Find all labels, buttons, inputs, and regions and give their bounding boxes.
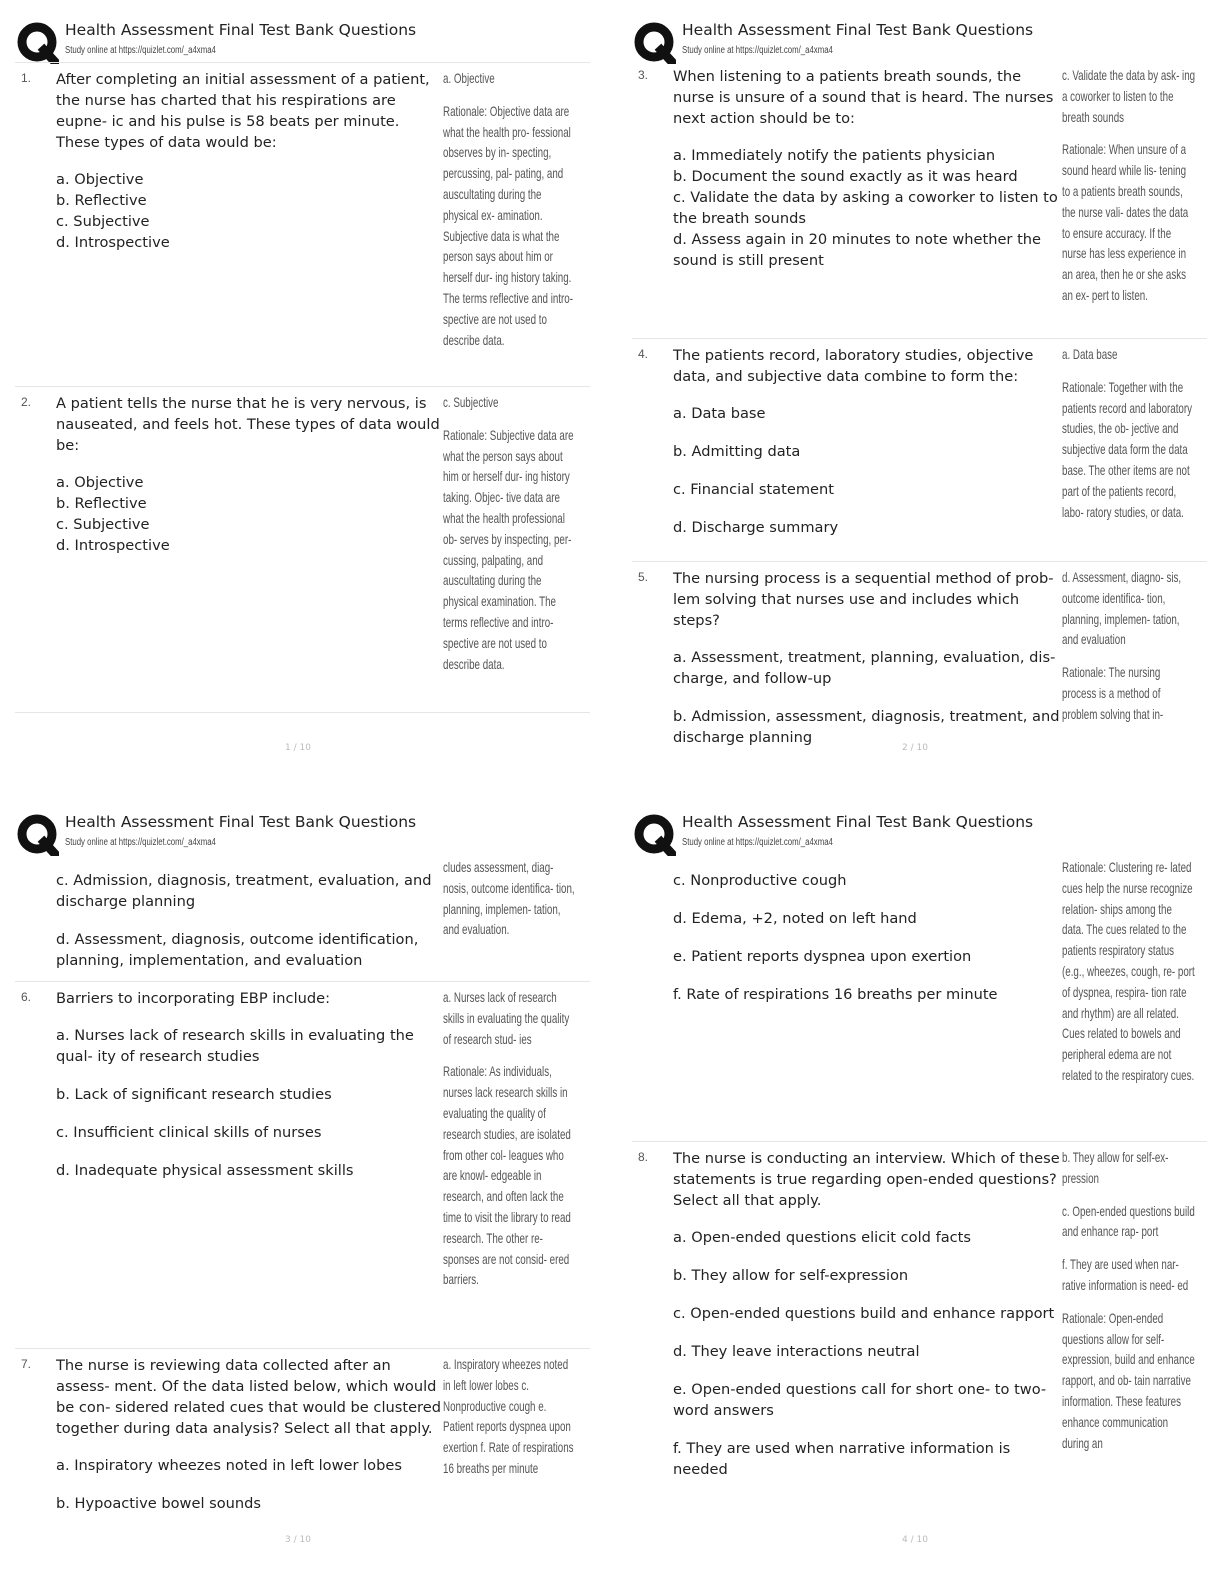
question-number: 4. (638, 347, 649, 361)
rationale-text: Rationale: The nursing process is a method of problem solving that in- (1062, 665, 1164, 722)
quizlet-logo-icon (634, 814, 676, 856)
question-text: The nurse is conducting an interview. Which of these statements is true regarding open-ended questions? Select all that apply. (673, 1150, 1060, 1209)
option: c. Insufficient clinical skills of nurses (56, 1124, 322, 1141)
option: c. Subjective (56, 516, 150, 533)
question-column (673, 870, 1063, 1005)
option: b. Admission, assessment, diagnosis, treatment, and discharge planning (673, 708, 1060, 746)
option: a. Objective (56, 474, 144, 491)
option: b. Lack of significant research studies (56, 1086, 332, 1103)
option: d. Assess again in 20 minutes to note whether the sound is still present (673, 231, 1042, 269)
answer-column (1062, 858, 1194, 1087)
page-number: 2 / 10 (902, 743, 928, 753)
option: b. Admitting data (673, 443, 801, 460)
option: a. Data base (673, 405, 766, 422)
question-number: 8. (638, 1150, 649, 1164)
option: c. Admission, diagnosis, treatment, evaluation, and discharge planning (56, 872, 432, 910)
question-column (56, 69, 443, 253)
question-card (632, 339, 1207, 562)
answer-text: f. They are used when nar- rative information is need- ed (1062, 1257, 1189, 1293)
question-text: Barriers to incorporating EBP include: (56, 990, 331, 1007)
option: a. Inspiratory wheezes noted in left lower lobes (56, 1457, 402, 1474)
answer-text: c. Validate the data by ask- ing a coworker to listen to the breath sounds (1062, 68, 1196, 125)
option: c. Financial statement (673, 481, 834, 498)
page-number: 1 / 10 (285, 743, 311, 753)
question-text: The nurse is reviewing data collected after an assess- ment. Of the data listed below, which would be con- sidered related cues that would be clustered together during data analysis? Select all that apply. (56, 1357, 441, 1437)
question-column (673, 345, 1063, 538)
option: e. Patient reports dyspnea upon exertion (673, 948, 972, 965)
quizlet-logo-icon (634, 22, 676, 64)
question-card-continued (632, 852, 1207, 1142)
answer-column (443, 988, 575, 1291)
answer-text: d. Assessment, diagno- sis, outcome identifica- tion, planning, implemen- tation, and evaluation (1062, 570, 1182, 648)
question-number: 7. (21, 1357, 32, 1371)
option: d. Assessment, diagnosis, outcome identification, planning, implementation, and evaluation (56, 931, 419, 969)
question-column (673, 568, 1063, 748)
question-card (632, 1142, 1207, 1532)
question-card (15, 387, 590, 713)
answer-column (443, 393, 575, 675)
rationale-text: Rationale: When unsure of a sound heard while lis- tening to a patients breath sounds, the nurse vali- dates the data to ensure accuracy. If the nurse has less experience in an area, then he or she asks an ex- pert to listen. (1062, 142, 1189, 303)
page-3 (15, 802, 590, 1572)
option: d. Inadequate physical assessment skills (56, 1162, 354, 1179)
question-number: 1. (21, 71, 32, 85)
option: b. They allow for self-expression (673, 1267, 909, 1284)
question-column (56, 988, 443, 1181)
option: a. Nurses lack of research skills in evaluating the qual- ity of research studies (56, 1027, 414, 1065)
question-text: When listening to a patients breath sounds, the nurse is unsure of a sound that is heard. The nurses next action should be to: (673, 68, 1054, 127)
rationale-text: Rationale: As individuals, nurses lack research skills in evaluating the quality of research studies, are isolated from other col- leagues who are knowl- edgeable in research, and often lack the time to visit the library to read research. The other re- sponses are not consid- ered barriers. (443, 1064, 571, 1288)
page-4 (632, 802, 1207, 1572)
option: f. They are used when narrative information is needed (673, 1440, 1011, 1478)
question-text: After completing an initial assessment of a patient, the nurse has charted that his respirations are eupne- ic and his pulse is 58 beats per minute. These types of data would be: (56, 71, 430, 151)
answer-column (443, 1355, 575, 1480)
option: d. Edema, +2, noted on left hand (673, 910, 917, 927)
answer-text: a. Objective (443, 71, 495, 86)
option: a. Open-ended questions elicit cold facts (673, 1229, 971, 1246)
quizlet-logo-icon (17, 22, 59, 64)
option: c. Open-ended questions build and enhance rapport (673, 1305, 1055, 1322)
question-column (56, 1355, 443, 1514)
question-column (673, 66, 1063, 271)
question-card (632, 60, 1207, 339)
doc-title: Health Assessment Final Test Bank Questions (65, 21, 417, 39)
question-column (56, 870, 443, 971)
question-number: 3. (638, 68, 649, 82)
question-text: The patients record, laboratory studies, objective data, and subjective data combine to form the: (673, 347, 1034, 385)
answer-column (1062, 345, 1194, 523)
option: d. They leave interactions neutral (673, 1343, 920, 1360)
question-card (15, 982, 590, 1349)
rationale-text: Rationale: Clustering re- lated cues help the nurse recognize relation- ships among the data. The cues related to the patients respiratory status (e.g., wheezes, cough, re- port of dyspnea, respira- tion rate and rhythm) are all related. Cues related to bowels and peripheral edema are not related to the respiratory cues. (1062, 860, 1195, 1083)
question-text: A patient tells the nurse that he is very nervous, is nauseated, and feels hot. These types of data would be: (56, 395, 440, 454)
answer-column (1062, 1148, 1194, 1454)
doc-title: Health Assessment Final Test Bank Questions (682, 813, 1034, 831)
question-column (673, 1148, 1063, 1480)
question-text: The nursing process is a sequential method of prob- lem solving that nurses use and includes which steps? (673, 570, 1054, 629)
question-card (15, 62, 590, 387)
question-card-continued (15, 852, 590, 982)
option: d. Introspective (56, 234, 170, 251)
doc-subtitle: Study online at https://quizlet.com/_a4xma4 (65, 45, 216, 56)
answer-column (1062, 66, 1194, 307)
doc-title: Health Assessment Final Test Bank Questions (65, 813, 417, 831)
question-column (56, 393, 443, 556)
question-number: 2. (21, 395, 32, 409)
answer-text: b. They allow for self-ex- pression (1062, 1150, 1169, 1186)
answer-column (443, 69, 575, 351)
doc-subtitle: Study online at https://quizlet.com/_a4xma4 (65, 837, 216, 848)
option: f. Rate of respirations 16 breaths per minute (673, 986, 998, 1003)
option: b. Document the sound exactly as it was heard (673, 168, 1018, 185)
question-number: 6. (21, 990, 32, 1004)
doc-subtitle: Study online at https://quizlet.com/_a4xma4 (682, 45, 833, 56)
page-header (15, 10, 590, 62)
option: a. Immediately notify the patients physician (673, 147, 996, 164)
rationale-text: Rationale: Open-ended questions allow for self-expression, build and enhance rapport, and ob- tain narrative information. These features enhance communication during an (1062, 1310, 1195, 1451)
page-header (15, 802, 590, 854)
option: a. Objective (56, 171, 144, 188)
answer-column (1062, 568, 1194, 726)
answer-text: a. Inspiratory wheezes noted in left lower lobes c. Nonproductive cough e. Patient reports dyspnea upon exertion f. Rate of respirations 16 breaths per minute (443, 1357, 574, 1476)
page-header (632, 802, 1207, 854)
rationale-text: Rationale: Together with the patients record and laboratory studies, the ob- jective and subjective data form the data base. The other items are not part of the patients record, labo- ratory studies, or data. (1062, 379, 1193, 520)
doc-subtitle: Study online at https://quizlet.com/_a4xma4 (682, 837, 833, 848)
option: e. Open-ended questions call for short one- to two-word answers (673, 1381, 1047, 1419)
option: b. Reflective (56, 495, 147, 512)
page-2 (632, 10, 1207, 780)
rationale-text: Rationale: Objective data are what the health pro- fessional observes by in- specting, percussing, pal- pating, and auscultating during the physical ex- amination. Subjective data is what the person says about him or herself dur- ing history taking. The terms reflective and intro- spective are not used to describe data. (443, 103, 574, 348)
answer-text: a. Nurses lack of research skills in evaluating the quality of research stud- ies (443, 990, 570, 1047)
option: d. Discharge summary (673, 519, 839, 536)
answer-column (443, 858, 575, 941)
option: c. Validate the data by asking a coworker to listen to the breath sounds (673, 189, 1058, 227)
page-header (632, 10, 1207, 62)
option: c. Nonproductive cough (673, 872, 847, 889)
option: d. Introspective (56, 537, 170, 554)
quizlet-logo-icon (17, 814, 59, 856)
question-number: 5. (638, 570, 649, 584)
question-card (632, 562, 1207, 746)
page-1 (15, 10, 590, 780)
option: b. Hypoactive bowel sounds (56, 1495, 262, 1512)
answer-text: cludes assessment, diag- nosis, outcome identifica- tion, planning, implemen- tation, and evaluation. (443, 860, 575, 938)
rationale-text: Rationale: Subjective data are what the person says about him or herself dur- ing history taking. Objec- tive data are what the health professional ob- serves by inspecting, per- cussing, palpating, and auscultating during the physical examination. The terms reflective and intro- spective are not used to describe data. (443, 427, 574, 672)
page-number: 3 / 10 (285, 1535, 311, 1545)
answer-text: a. Data base (1062, 347, 1118, 362)
answer-text: c. Subjective (443, 395, 499, 410)
option: a. Assessment, treatment, planning, evaluation, dis- charge, and follow-up (673, 649, 1056, 687)
page-number: 4 / 10 (902, 1535, 928, 1545)
doc-title: Health Assessment Final Test Bank Questions (682, 21, 1034, 39)
answer-text: c. Open-ended questions build and enhance rap- port (1062, 1203, 1195, 1240)
option: c. Subjective (56, 213, 150, 230)
question-card (15, 1349, 590, 1529)
option: b. Reflective (56, 192, 147, 209)
